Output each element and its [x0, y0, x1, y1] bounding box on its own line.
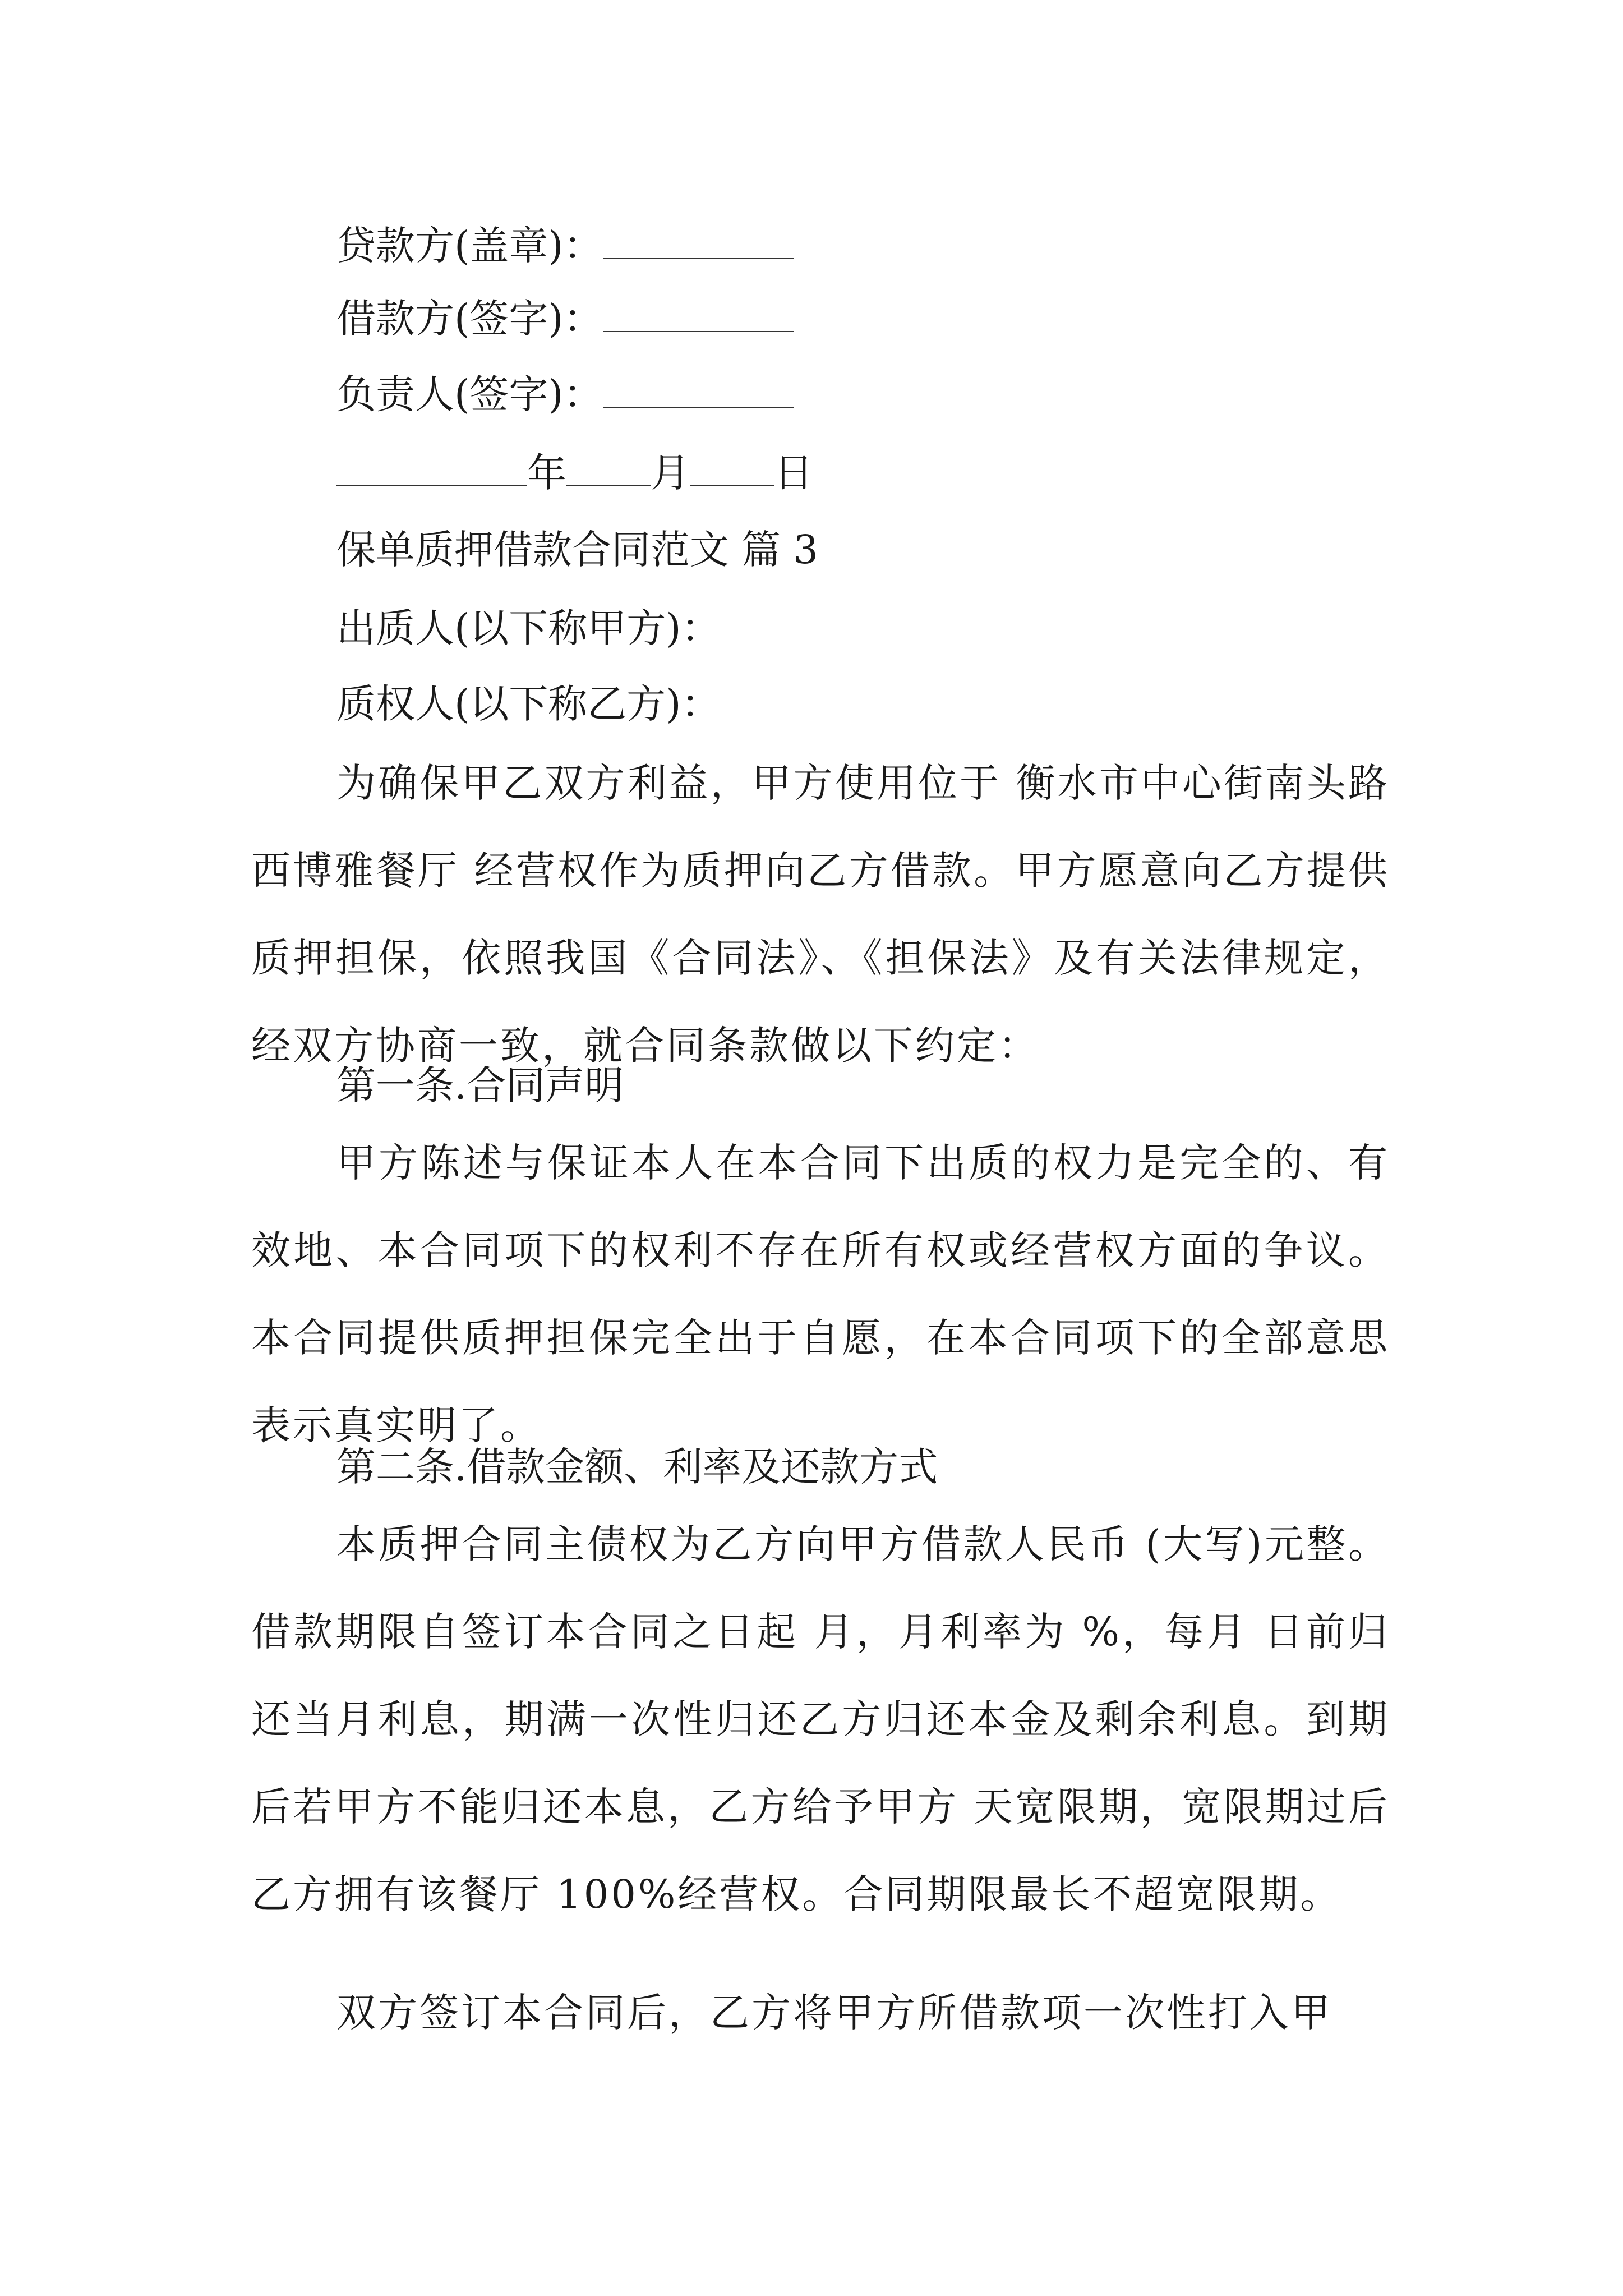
- year-blank[interactable]: [336, 452, 527, 486]
- month-label: 月: [651, 450, 690, 496]
- month-blank[interactable]: [566, 452, 651, 486]
- article2-body: 本质押合同主债权为乙方向甲方借款人民币 (大写)元整。借款期限自签订本合同之日起 月，月利率为 %，每月 日前归还当月利息，期满一次性归还乙方归还本金及剩余利息。到期后若甲方不能归还本息，乙方给予甲方 天宽限期，宽限期过后乙方拥有该餐厅 100%经营权。合同期限最长不超宽限期。: [251, 1521, 1390, 1917]
- article1-title: 第一条.合同声明: [336, 1062, 624, 1108]
- borrower-signature-blank[interactable]: [603, 297, 794, 332]
- responsible-label: 负责人(签字)：: [336, 371, 603, 417]
- pledgee-line: 质权人(以下称乙方)：: [336, 681, 721, 727]
- article2-body-continued: 双方签订本合同后，乙方将甲方所借款项一次性打入甲: [336, 1990, 1332, 2036]
- intro-paragraph: 为确保甲乙双方利益，甲方使用位于 衡水市中心街南头路西博雅餐厅 经营权作为质押向乙方借款。甲方愿意向乙方提供质押担保，依照我国《合同法》、《担保法》及有关法律规定，经双方协商一致，就合同条款做以下约定：: [251, 760, 1390, 1069]
- day-label: 日: [774, 450, 813, 496]
- article1-body: 甲方陈述与保证本人在本合同下出质的权力是完全的、有效地、本合同项下的权利不存在所有权或经营权方面的争议。本合同提供质押担保完全出于自愿，在本合同项下的全部意思表示真实明了。: [251, 1140, 1390, 1448]
- borrower-signature-line: [336, 296, 794, 342]
- date-line: [336, 450, 813, 496]
- day-blank[interactable]: [690, 452, 774, 486]
- year-label: 年: [527, 450, 566, 496]
- responsible-signature-line: [336, 371, 794, 417]
- pledgor-line: 出质人(以下称甲方)：: [336, 605, 721, 651]
- responsible-signature-blank[interactable]: [603, 373, 794, 408]
- lender-signature-line: [336, 223, 794, 269]
- lender-label: 贷款方(盖章)：: [336, 223, 603, 269]
- lender-signature-blank[interactable]: [603, 224, 794, 259]
- borrower-label: 借款方(签字)：: [336, 296, 603, 342]
- article2-title: 第二条.借款金额、利率及还款方式: [336, 1444, 938, 1490]
- section-title: 保单质押借款合同范文 篇 3: [336, 527, 819, 573]
